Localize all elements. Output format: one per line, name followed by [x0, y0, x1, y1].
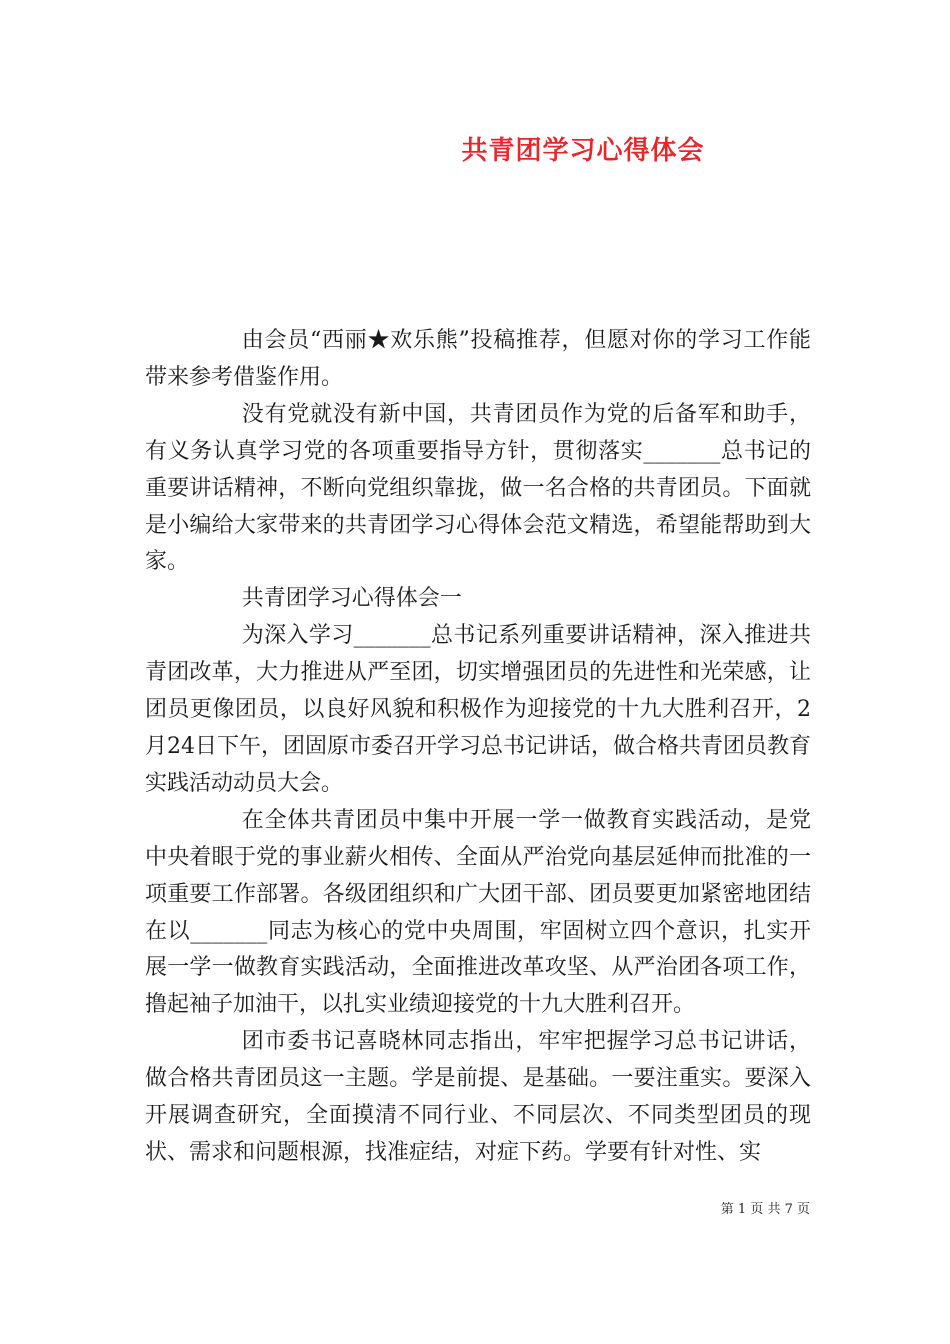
- paragraph-intro: 由会员“西丽★欢乐熊”投稿推荐，但愿对你的学习工作能带来参考借鉴作用。: [145, 328, 811, 390]
- page-number: 第 1 页 共 7 页: [720, 1202, 810, 1217]
- section-heading: 共青团学习心得体会一: [241, 586, 462, 612]
- paragraph-body-2: 在全体共青团员中集中开展一学一做教育实践活动，是党中央着眼于党的事业薪火相传、全面从严治党向基层延伸而批准的一项重要工作部署。各级团组织和广大团干部、团员要更加紧密地团结在以_______同志为核心的党中央周围，牢固树立四个意识，扎实开展一学一做教育实践活动，全面推进改革攻坚、从严治团各项工作，撸起袖子加油干，以扎实业绩迎接党的十九大胜利召开。: [145, 807, 811, 1018]
- paragraph-preface: 没有党就没有新中国，共青团员作为党的后备军和助手，有义务认真学习党的各项重要指导方针，贯彻落实_______总书记的重要讲话精神，不断向党组织靠拢，做一名合格的共青团员。下面就是小编给大家带来的共青团学习心得体会范文精选，希望能帮助到大家。: [145, 401, 811, 575]
- paragraph-body-3: 团市委书记喜晓林同志指出，牢牢把握学习总书记讲话，做合格共青团员这一主题。学是前提、是基础。一要注重实。要深入开展调查研究，全面摸清不同行业、不同层次、不同类型团员的现状、需求和问题根源，找准症结，对症下药。学要有针对性、实: [145, 1029, 811, 1165]
- document-title: 共青团学习心得体会: [461, 136, 705, 166]
- document-body: [145, 323, 811, 1172]
- paragraph-body-1: 为深入学习_______总书记系列重要讲话精神，深入推进共青团改革，大力推进从严至团，切实增强团员的先进性和光荣感，让团员更像团员，以良好风貌和积极作为迎接党的十九大胜利召开，2月24日下午，团固原市委召开学习总书记讲话，做合格共青团员教育实践活动动员大会。: [145, 623, 811, 796]
